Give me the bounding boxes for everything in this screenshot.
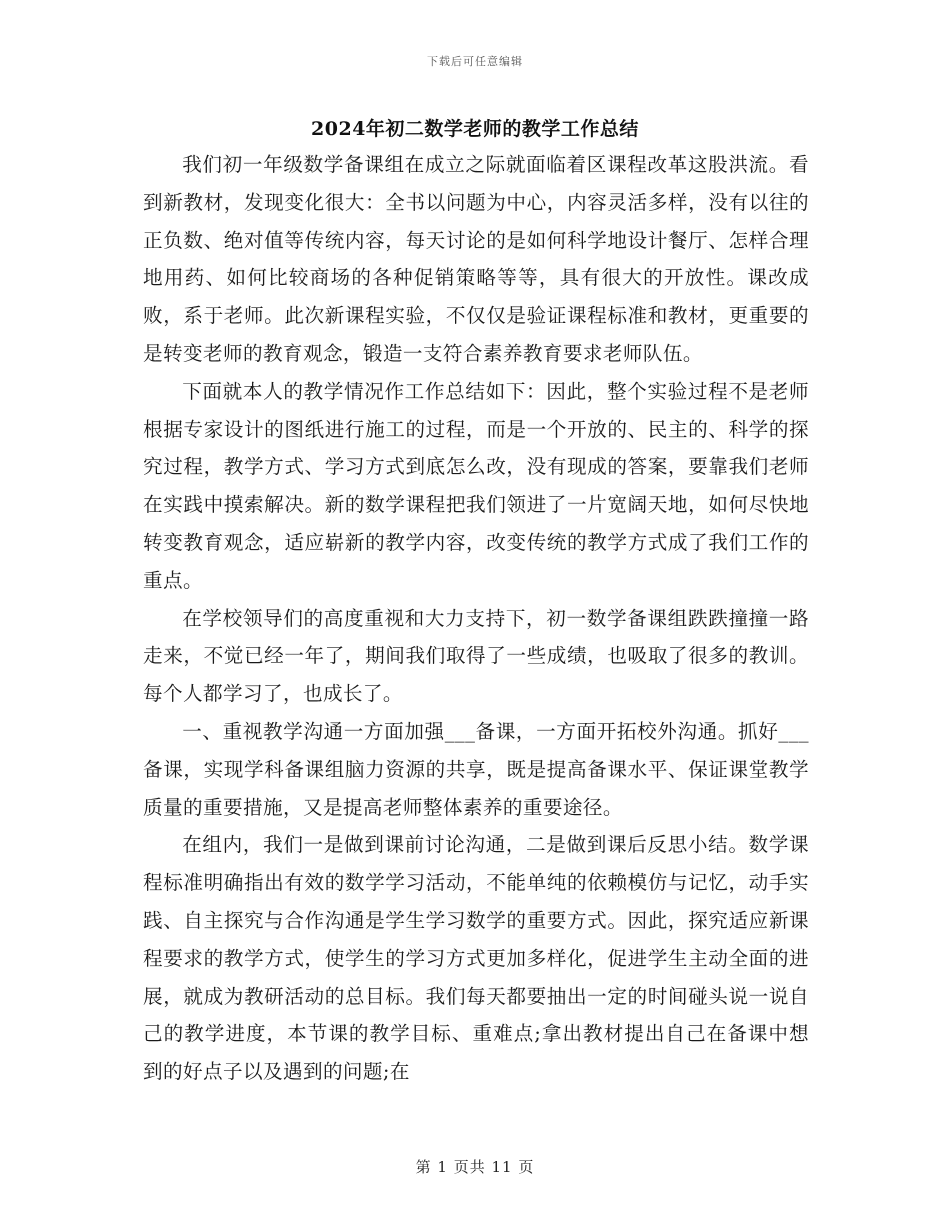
page-header-note: 下载后可任意编辑	[427, 55, 523, 68]
document-title: 2024年初二数学老师的教学工作总结	[311, 118, 639, 140]
paragraph-3: 在学校领导们的高度重视和大力支持下，初一数学备课组跌跌撞撞一路走来，不觉已经一年了，期间我们取得了一些成绩，也吸取了很多的教训。每个人都学习了，也成长了。	[143, 606, 809, 706]
paragraph-5: 在组内，我们一是做到课前讨论沟通，二是做到课后反思小结。数学课程标准明确指出有效的数学学习活动，不能单纯的依赖模仿与记忆，动手实践、自主探究与合作沟通是学生学习数学的重要方式。因此，探究适应新课程要求的教学方式，使学生的学习方式更加多样化，促进学生主动全面的进展，就成为教研活动的总目标。我们每天都要抽出一定的时间碰头说一说自己的教学进度，本节课的教学目标、重难点;拿出教材提出自己在备课中想到的好点子以及遇到的问题;在	[143, 833, 809, 1084]
page-footer: 第 1 页共 11 页	[415, 1158, 535, 1176]
document-body	[143, 146, 809, 1091]
paragraph-2: 下面就本人的教学情况作工作总结如下：因此，整个实验过程不是老师根据专家设计的图纸进行施工的过程，而是一个开放的、民主的、科学的探究过程，教学方式、学习方式到底怎么改，没有现成的答案，要靠我们老师在实践中摸索解决。新的数学课程把我们领进了一片宽阔天地，如何尽快地转变教育观念，适应崭新的教学内容，改变传统的教学方式成了我们工作的重点。	[143, 379, 809, 592]
paragraph-1: 我们初一年级数学备课组在成立之际就面临着区课程改革这股洪流。看到新教材，发现变化很大：全书以问题为中心，内容灵活多样，没有以往的正负数、绝对值等传统内容，每天讨论的是如何科学地设计餐厅、怎样合理地用药、如何比较商场的各种促销策略等等，具有很大的开放性。课改成败，系于老师。此次新课程实验，不仅仅是验证课程标准和教材，更重要的是转变老师的教育观念，锻造一支符合素养教育要求老师队伍。	[143, 153, 809, 365]
paragraph-4: 一、重视教学沟通一方面加强___备课，一方面开拓校外沟通。抓好___备课，实现学科备课组脑力资源的共享，既是提高备课水平、保证课堂教学质量的重要措施，又是提高老师整体素养的重要途径。	[143, 719, 809, 819]
